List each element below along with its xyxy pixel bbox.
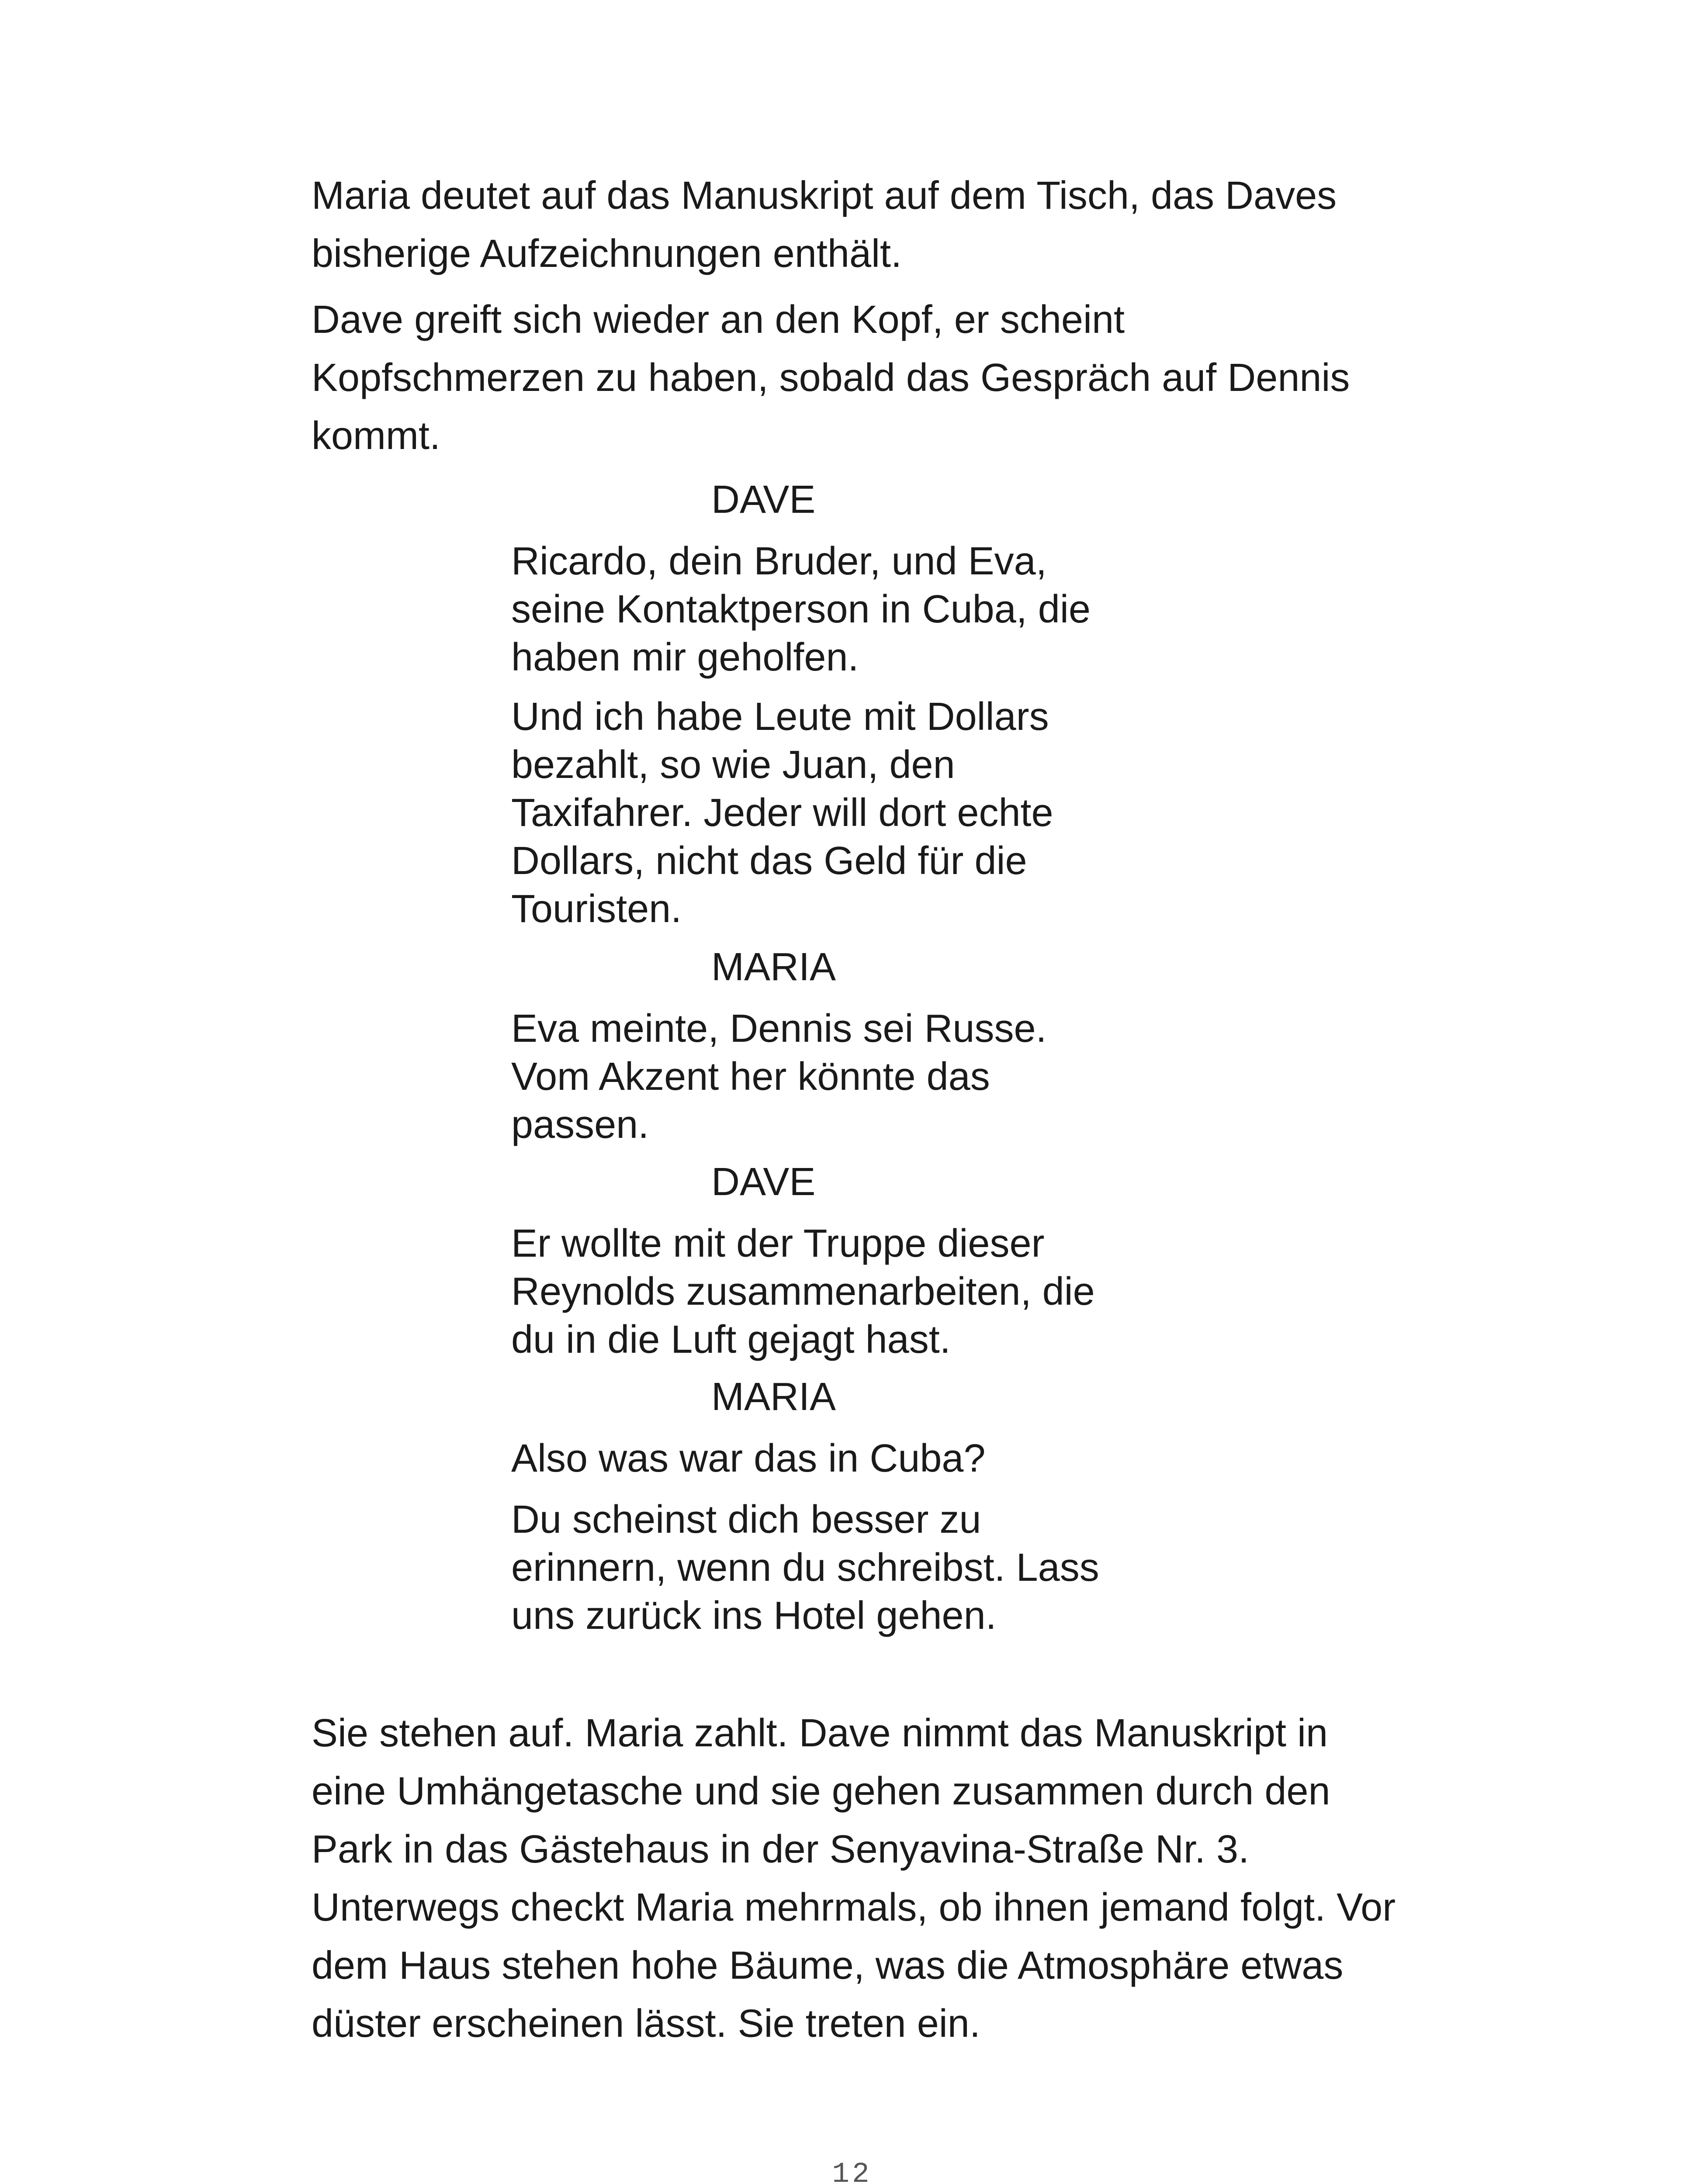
dialogue-line: Taxifahrer. Jeder will dort echte xyxy=(511,791,1053,835)
dialogue-line: Ricardo, dein Bruder, und Eva, xyxy=(511,539,1047,583)
action-line: Maria deutet auf das Manuskript auf dem Tisch, das Daves xyxy=(312,174,1337,218)
dialogue-line: Und ich habe Leute mit Dollars xyxy=(511,695,1049,739)
action-line: Unterwegs checkt Maria mehrmals, ob ihnen jemand folgt. Vor xyxy=(312,1886,1396,1929)
action-line: Kopfschmerzen zu haben, sobald das Gespräch auf Dennis xyxy=(312,356,1350,400)
dialogue-line: Reynolds zusammenarbeiten, die xyxy=(511,1270,1095,1313)
dialogue-line: Dollars, nicht das Geld für die xyxy=(511,839,1027,883)
action-line: düster erscheinen lässt. Sie treten ein. xyxy=(312,2002,980,2046)
action-line: bisherige Aufzeichnungen enthält. xyxy=(312,232,902,276)
dialogue-speech xyxy=(511,1434,1167,1482)
action-line: kommt. xyxy=(312,414,441,458)
dialogue-line: du in die Luft gejagt hast. xyxy=(511,1318,951,1362)
character-name-maria: MARIA xyxy=(711,1375,836,1419)
dialogue-line: Er wollte mit der Truppe dieser xyxy=(511,1222,1045,1265)
dialogue-speech xyxy=(511,1220,1167,1364)
action-line: dem Haus stehen hohe Bäume, was die Atmosphäre etwas xyxy=(312,1944,1344,1987)
dialogue-speech xyxy=(511,537,1167,681)
action-paragraph-1 xyxy=(312,167,1500,283)
dialogue-line: seine Kontaktperson in Cuba, die xyxy=(511,587,1091,631)
dialogue-line: erinnern, wenn du schreibst. Lass xyxy=(511,1546,1099,1590)
action-line: eine Umhängetasche und sie gehen zusammen durch den xyxy=(312,1769,1330,1813)
character-name-maria: MARIA xyxy=(711,945,836,989)
character-name-dave: DAVE xyxy=(711,478,816,522)
dialogue-line: Vom Akzent her könnte das xyxy=(511,1055,990,1099)
dialogue-line: Eva meinte, Dennis sei Russe. xyxy=(511,1007,1047,1051)
action-line: Sie stehen auf. Maria zahlt. Dave nimmt das Manuskript in xyxy=(312,1711,1328,1755)
dialogue-line: uns zurück ins Hotel gehen. xyxy=(511,1594,997,1638)
dialogue-line: bezahlt, so wie Juan, den xyxy=(511,743,955,787)
dialogue-line: Also was war das in Cuba? xyxy=(511,1437,986,1480)
action-paragraph-2 xyxy=(312,291,1500,465)
dialogue-line: Du scheinst dich besser zu xyxy=(511,1498,981,1541)
dialogue-speech xyxy=(511,693,1167,933)
page-number: 12 xyxy=(832,2158,872,2184)
character-name-dave: DAVE xyxy=(711,1160,816,1204)
action-line: Park in das Gästehaus in der Senyavina-Straße Nr. 3. xyxy=(312,1828,1250,1871)
dialogue-speech xyxy=(511,1496,1167,1640)
dialogue-line: Touristen. xyxy=(511,887,682,931)
dialogue-line: haben mir geholfen. xyxy=(511,636,859,679)
dialogue-line: passen. xyxy=(511,1103,649,1147)
dialogue-speech xyxy=(511,1005,1167,1149)
action-paragraph-3 xyxy=(312,1704,1500,2053)
action-line: Dave greift sich wieder an den Kopf, er scheint xyxy=(312,298,1125,342)
